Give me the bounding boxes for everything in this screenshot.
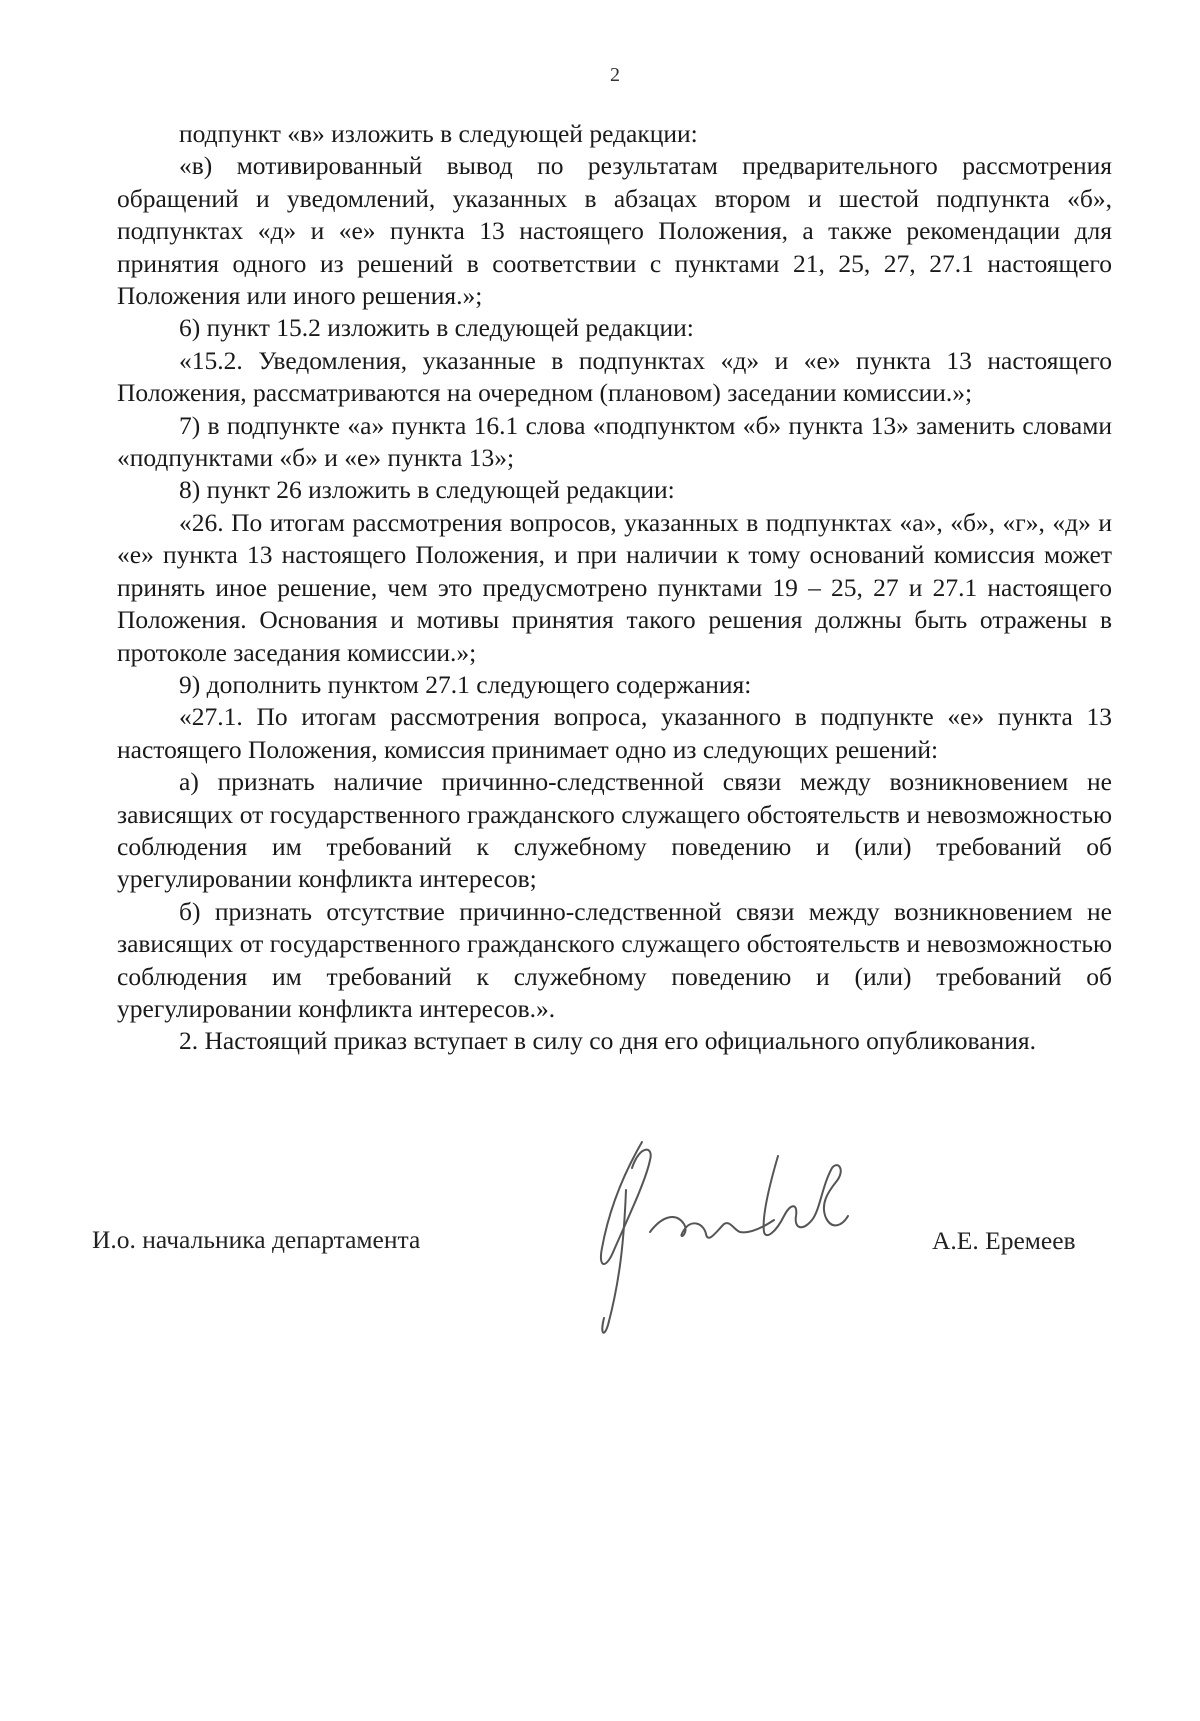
paragraph: «15.2. Уведомления, указанные в подпунктах «д» и «е» пункта 13 настоящего Положения, рассматриваются на очередном (плановом) заседании комиссии.»; xyxy=(117,345,1112,408)
handwritten-signature xyxy=(580,1120,880,1350)
signatory-role: И.о. начальника департамента xyxy=(92,1225,421,1254)
paragraph: 9) дополнить пунктом 27.1 следующего содержания: xyxy=(179,669,752,699)
paragraph: 2. Настоящий приказ вступает в силу со дня его официального опубликования. xyxy=(179,1026,1036,1056)
paragraph: «26. По итогам рассмотрения вопросов, указанных в подпунктах «а», «б», «г», «д» и «е» пункта 13 настоящего Положения, и при наличии к тому оснований комиссия может принять иное решение, чем это предусмотрено пунктами 19 – 25, 27 и 27.1 настоящего Положения. Основания и мотивы принятия такого решения должны быть отражены в протоколе заседания комиссии.»; xyxy=(117,507,1112,667)
paragraph: б) признать отсутствие причинно-следственной связи между возникновением не зависящих от государственного гражданского служащего обстоятельств и невозможностью соблюдения им требований к служебному поведению и (или) требований об урегулировании конфликта интересов.». xyxy=(117,896,1112,1023)
page-number: 2 xyxy=(610,64,620,86)
paragraph: а) признать наличие причинно-следственной связи между возникновением не зависящих от государственного гражданского служащего обстоятельств и невозможностью соблюдения им требований к служебному поведению и (или) требований об урегулировании конфликта интересов; xyxy=(117,767,1112,894)
paragraph: 7) в подпункте «а» пункта 16.1 слова «подпунктом «б» пункта 13» заменить словами «подпунктами «б» и «е» пункта 13»; xyxy=(117,410,1112,473)
paragraph: подпункт «в» изложить в следующей редакции: xyxy=(179,119,698,148)
document-body xyxy=(117,118,1112,1058)
paragraph: «27.1. По итогам рассмотрения вопроса, указанного в подпункте «е» пункта 13 настоящего Положения, комиссия принимает одно из следующих решений: xyxy=(117,702,1112,764)
paragraph: «в) мотивированный вывод по результатам предварительного рассмотрения обращений и уведомлений, указанных в абзацах втором и шестой подпункта «б», подпунктах «д» и «е» пункта 13 настоящего Положения, а также рекомендации для принятия одного из решений в соответствии с пунктами 21, 25, 27, 27.1 настоящего Положения или иного решения.»; xyxy=(117,151,1112,311)
signatory-name: А.Е. Еремеев xyxy=(932,1226,1076,1255)
paragraph: 6) пункт 15.2 изложить в следующей редакции: xyxy=(179,313,694,343)
paragraph: 8) пункт 26 изложить в следующей редакции: xyxy=(179,475,675,505)
